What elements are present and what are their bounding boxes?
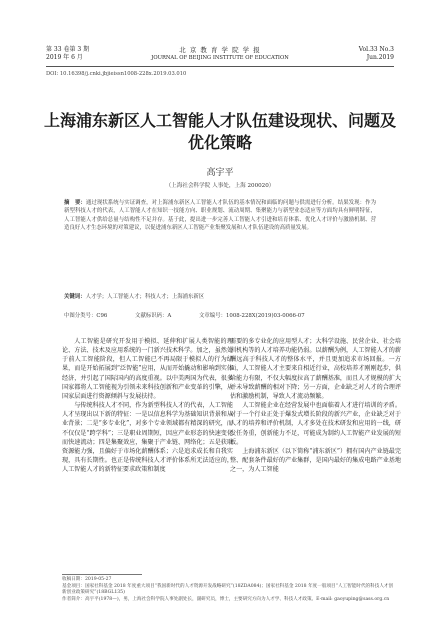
article-title: 上海浦东新区人工智能人才队伍建设现状、问题及优化策略 — [43, 111, 396, 152]
abstract-label: 摘 要： — [64, 200, 86, 206]
journal-name-cn: 北 京 教 育 学 院 学 报 — [179, 46, 261, 54]
header-rule — [46, 66, 394, 67]
volume-issue-en: Vol.33 No.3 — [358, 46, 394, 53]
fund-info: 基金项目：国家社科基金 2018 年度重大项目“我国新时代的人才资源开发战略研究”(18ZDA084)；国家社科基金 2018 年度一般项目“人工智能时代的科技人才创新创业政策研究”(18BGL135) — [62, 583, 394, 596]
body-paragraph: 与传统科技人才不同，作为新型科技人才的代表，人工智能人才呈现出以下新的特征：一是以信息科学为基础知识背景和从业背景；二是“多专业化”，对多个专业领域都有精深的研究，而不仅仅是“跨学科”；三是职业周期短，因应产业形态的快速变化而快速流动；四是集聚效应，集聚于产业链、网络化；五是获取资源能力强，且偏好于市场化薪酬体系；六是追求成长和自我实现，具有长期性。也正是传统科技人才评价体系所无法适应的，人工智能人才的新特征要求政策和制度 — [62, 402, 233, 474]
article-number: 文章编号：1008-228X(2019)03-0066-07 — [199, 313, 305, 319]
document-code: 文献标识码：A — [135, 313, 172, 319]
keywords — [64, 293, 376, 301]
doi: DOI: 10.16398/j.cnki.jbjieissn1008-228x.2019.03.010 — [46, 71, 187, 77]
author-name: 高宇平 — [206, 168, 234, 178]
journal-name-en: JOURNAL OF BEIJING INSTITUTE OF EDUCATION — [151, 55, 289, 61]
classification-row — [64, 311, 376, 319]
body-paragraph: 需要的多专业化的应用型人才；大科学设施、民营企业、社会培训机构等的人才培养功能仍弱。以薪酬为例，人工智能人才的薪酬远高于科技人才的整体水平，并且更加追求市场回报。一方面，人工智能人才主要来自相近行业，高校培养才刚刚起步，供给能力有限，不仅大幅度拉高了薪酬基准，而且人才规模的扩大并未导致薪酬的相对下降；另一方面，企业缺乏对人才的合理评估和激励机制，导致人才流动频繁。 — [230, 338, 401, 400]
footnote-rule — [62, 574, 142, 575]
body-paragraph: 人工智能是研究开发用于模拟、延伸和扩展人类智能的理论、方法、技术及应用系统的一门新兴技术科学。加之，虽然处于前人工智能阶段，但人工智能已不再局限于模拟人的行为结果，而是开始拓展到“泛智能”应用，从而开始撬动和影响到实体经济，并引起了国际国内的高度重视。以中美两国为代表，很多国家都将人工智能视为引领未来科技创新和产业变革的引擎，从国家层面进行资源倾斜与发展扶持。 — [62, 338, 233, 400]
publication-date-en: Jun.2019 — [366, 54, 394, 61]
publication-date: 2019 年 6 月 — [46, 54, 83, 61]
clc-number: 中图分类号：C96 — [64, 313, 108, 319]
author-affiliation: （上海社会科学院 人事处，上海 200020） — [165, 183, 275, 189]
body-paragraph: 人工智能企业在经营发展中也面临着人才进行培训的矛盾。对于一个行业正处于爆发式增长阶段的新兴产业，企业缺乏对于人才的培养和评价机制，人才多处在技术研发和应用的一线，研发任务重，创新能力不足，可能成为制约人工智能产业发展的短板。 — [230, 402, 401, 446]
header-right — [359, 46, 394, 62]
received-date: 收稿日期：2019-05-27 — [62, 577, 112, 582]
abstract — [64, 199, 376, 233]
keywords-text: 人才学；人工智能人才；科技人才；上海浦东新区 — [85, 294, 205, 300]
body-column-left — [62, 337, 233, 474]
author-bio: 作者简介：高宇平(1978—)，男，上海社会科学院人事处副处长，副研究员，博士，主要研究方向为人才学、科技人才政策。E-mail: gaoyuping@sass.org.cn — [62, 596, 390, 602]
abstract-text: 通过现状系统与实证调查，对上海浦东新区人工智能人才队伍的基本情况和面临的问题与供需进行分析。结果发现：作为新型科技人才的代表，人工智能人才在知识一技能方向、职业规划、流动周期、集聚能力与新型业态适应等方面均具有鲜明特征，人工智能人才供给总量与结构性不足并存。基于此，提出进一步完善人工智能人才引进和培育体系、优化人才评价与激励机制、营造良好人才生态环境的对策建议，以促进浦东新区人工智能产业集聚发展和人才队伍建设的高质量发展。 — [64, 200, 376, 232]
volume-issue: 第 33 卷第 3 期 — [46, 46, 90, 53]
body-paragraph: 上海浦东新区（以下简称“浦东新区”）拥有国内产业链最完整、配套条件最好的产业集群，是国内最好的集成电路产业基地之一，为人工智能 — [230, 447, 401, 474]
header-center — [46, 46, 394, 62]
keywords-label: 关键词： — [64, 294, 86, 300]
footnotes — [62, 577, 394, 603]
body-column-right — [230, 337, 401, 474]
